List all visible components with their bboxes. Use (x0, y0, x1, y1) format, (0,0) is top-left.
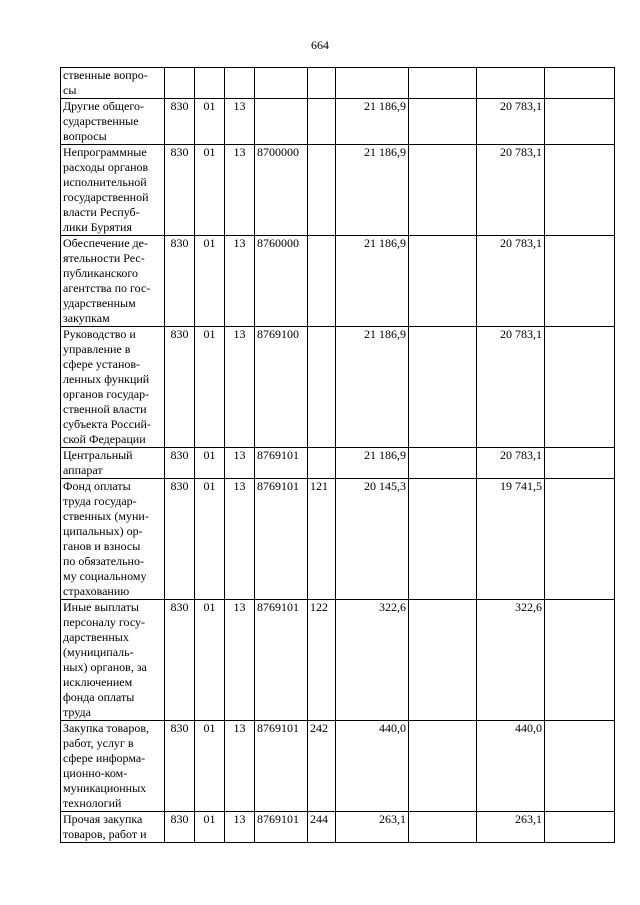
cell-ministry-code: 830 (165, 327, 195, 448)
cell-ministry-code: 830 (165, 721, 195, 812)
cell-expense-type (308, 99, 336, 145)
cell-ministry-code (165, 68, 195, 99)
cell-target-article: 8769101 (255, 479, 308, 600)
cell-extra-year2 (545, 479, 615, 600)
cell-amount-year1 (336, 68, 409, 99)
cell-subsection (225, 68, 255, 99)
cell-name: Руководство и управление в сфере установ- ленных функций органов государ- ственной власти субъекта Россий- ской Федерации (61, 327, 165, 448)
cell-extra-year2 (545, 68, 615, 99)
cell-name: Непрограммные расходы органов исполнительной государственной власти Респуб- лики Бурятия (61, 145, 165, 236)
cell-amount-year1: 21 186,9 (336, 448, 409, 479)
cell-amount-year2: 20 783,1 (477, 145, 545, 236)
cell-subsection: 13 (225, 600, 255, 721)
table-row (61, 448, 615, 479)
cell-extra-year2 (545, 99, 615, 145)
cell-extra-year2 (545, 600, 615, 721)
cell-subsection: 13 (225, 448, 255, 479)
cell-name: Фонд оплаты труда государ- ственных (муни- ципальных) ор- ганов и взносы по обязательно- му социальному страхованию (61, 479, 165, 600)
cell-expense-type: 244 (308, 812, 336, 843)
cell-name: Другие общего- сударственные вопросы (61, 99, 165, 145)
cell-target-article (255, 99, 308, 145)
table-row (61, 812, 615, 843)
cell-amount-year1: 21 186,9 (336, 99, 409, 145)
cell-section: 01 (195, 327, 225, 448)
table-row (61, 721, 615, 812)
cell-ministry-code: 830 (165, 145, 195, 236)
cell-amount-year2: 19 741,5 (477, 479, 545, 600)
cell-subsection: 13 (225, 479, 255, 600)
cell-extra-year2 (545, 812, 615, 843)
cell-section: 01 (195, 99, 225, 145)
cell-amount-year1: 21 186,9 (336, 145, 409, 236)
cell-extra-year1 (409, 145, 477, 236)
cell-expense-type (308, 68, 336, 99)
cell-ministry-code: 830 (165, 448, 195, 479)
cell-extra-year2 (545, 448, 615, 479)
cell-subsection: 13 (225, 99, 255, 145)
cell-name: Прочая закупка товаров, работ и (61, 812, 165, 843)
cell-ministry-code: 830 (165, 236, 195, 327)
table-row (61, 327, 615, 448)
cell-amount-year2 (477, 68, 545, 99)
cell-amount-year2: 20 783,1 (477, 448, 545, 479)
cell-amount-year1: 263,1 (336, 812, 409, 843)
table-row (61, 600, 615, 721)
cell-expense-type (308, 236, 336, 327)
cell-target-article: 8700000 (255, 145, 308, 236)
cell-amount-year2: 20 783,1 (477, 99, 545, 145)
cell-expense-type: 121 (308, 479, 336, 600)
budget-table (60, 67, 615, 843)
cell-target-article (255, 68, 308, 99)
table-row (61, 145, 615, 236)
cell-subsection: 13 (225, 145, 255, 236)
cell-extra-year1 (409, 68, 477, 99)
cell-section: 01 (195, 448, 225, 479)
cell-ministry-code: 830 (165, 600, 195, 721)
cell-extra-year1 (409, 479, 477, 600)
cell-extra-year1 (409, 600, 477, 721)
cell-amount-year2: 322,6 (477, 600, 545, 721)
cell-expense-type (308, 448, 336, 479)
cell-name: ственные вопро- сы (61, 68, 165, 99)
cell-amount-year1: 20 145,3 (336, 479, 409, 600)
cell-section: 01 (195, 600, 225, 721)
cell-target-article: 8769101 (255, 448, 308, 479)
cell-section: 01 (195, 812, 225, 843)
cell-amount-year2: 20 783,1 (477, 327, 545, 448)
cell-target-article: 8760000 (255, 236, 308, 327)
cell-section: 01 (195, 145, 225, 236)
cell-ministry-code: 830 (165, 479, 195, 600)
table-row (61, 236, 615, 327)
cell-amount-year1: 440,0 (336, 721, 409, 812)
cell-expense-type (308, 327, 336, 448)
cell-extra-year2 (545, 145, 615, 236)
cell-section: 01 (195, 236, 225, 327)
cell-extra-year1 (409, 99, 477, 145)
cell-name: Обеспечение де- ятельности Рес- публиканского агентства по гос- ударственным закупкам (61, 236, 165, 327)
cell-expense-type: 122 (308, 600, 336, 721)
cell-name: Закупка товаров, работ, услуг в сфере информа- ционно-ком- муникационных технологий (61, 721, 165, 812)
cell-target-article: 8769100 (255, 327, 308, 448)
cell-extra-year1 (409, 236, 477, 327)
cell-amount-year1: 322,6 (336, 600, 409, 721)
cell-ministry-code: 830 (165, 812, 195, 843)
table-body (61, 68, 615, 843)
cell-amount-year1: 21 186,9 (336, 327, 409, 448)
cell-extra-year2 (545, 327, 615, 448)
cell-name: Центральный аппарат (61, 448, 165, 479)
cell-subsection: 13 (225, 721, 255, 812)
cell-amount-year2: 440,0 (477, 721, 545, 812)
cell-amount-year1: 21 186,9 (336, 236, 409, 327)
table-row (61, 479, 615, 600)
cell-expense-type: 242 (308, 721, 336, 812)
cell-target-article: 8769101 (255, 600, 308, 721)
table-row (61, 99, 615, 145)
cell-extra-year1 (409, 327, 477, 448)
cell-section (195, 68, 225, 99)
cell-ministry-code: 830 (165, 99, 195, 145)
cell-target-article: 8769101 (255, 812, 308, 843)
cell-amount-year2: 263,1 (477, 812, 545, 843)
table-row (61, 68, 615, 99)
cell-subsection: 13 (225, 327, 255, 448)
cell-amount-year2: 20 783,1 (477, 236, 545, 327)
cell-section: 01 (195, 721, 225, 812)
cell-section: 01 (195, 479, 225, 600)
cell-target-article: 8769101 (255, 721, 308, 812)
cell-subsection: 13 (225, 236, 255, 327)
cell-expense-type (308, 145, 336, 236)
cell-extra-year2 (545, 721, 615, 812)
cell-extra-year2 (545, 236, 615, 327)
cell-subsection: 13 (225, 812, 255, 843)
cell-extra-year1 (409, 812, 477, 843)
cell-extra-year1 (409, 721, 477, 812)
page-number: 664 (311, 38, 329, 52)
cell-name: Иные выплаты персоналу госу- дарственных (муниципаль- ных) органов, за исключением фонда оплаты труда (61, 600, 165, 721)
cell-extra-year1 (409, 448, 477, 479)
